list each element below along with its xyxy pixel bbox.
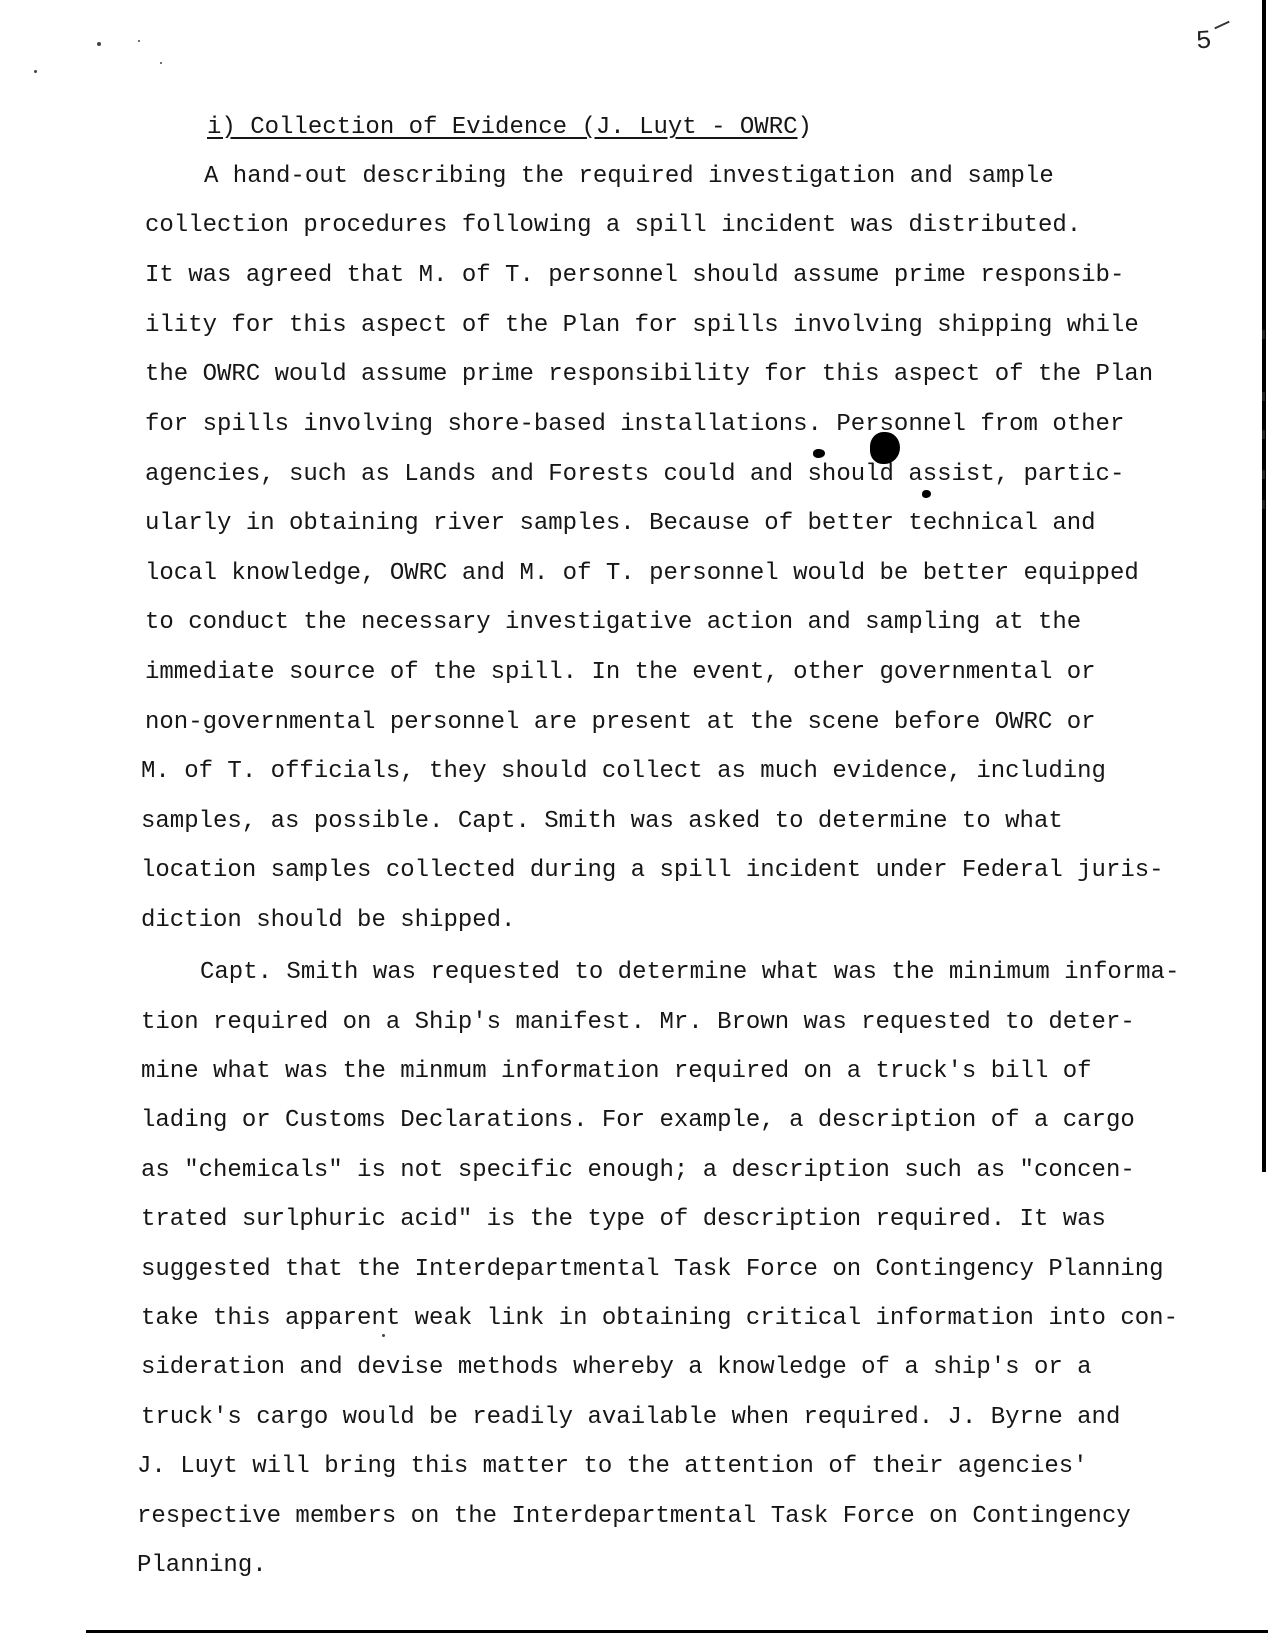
scan-edge-speck bbox=[1262, 470, 1265, 479]
text-line: ularly in obtaining river samples. Because of better technical and bbox=[145, 510, 1096, 537]
text-line: the OWRC would assume prime responsibility for this aspect of the Plan bbox=[145, 361, 1154, 388]
footer-rule bbox=[86, 1630, 1268, 1633]
scan-edge-speck bbox=[1262, 330, 1265, 339]
section-heading bbox=[207, 104, 812, 152]
scan-speck bbox=[97, 42, 101, 46]
text-line: Planning. bbox=[137, 1552, 267, 1579]
text-line: ility for this aspect of the Plan for spills involving shipping while bbox=[145, 312, 1139, 339]
text-line: collection procedures following a spill incident was distributed. bbox=[145, 212, 1082, 239]
text-line: suggested that the Interdepartmental Task Force on Contingency Planning bbox=[141, 1256, 1164, 1283]
text-line: non-governmental personnel are present at the scene before OWRC or bbox=[145, 709, 1096, 736]
text-line: M. of T. officials, they should collect as much evidence, including bbox=[141, 758, 1106, 785]
text-line: trated surlphuric acid" is the type of description required. It was bbox=[141, 1206, 1106, 1233]
text-line: mine what was the minmum information required on a truck's bill of bbox=[141, 1058, 1092, 1085]
scan-speck bbox=[160, 62, 162, 64]
scan-edge-speck bbox=[1262, 500, 1265, 509]
text-line: tion required on a Ship's manifest. Mr. Brown was requested to deter- bbox=[141, 1009, 1135, 1036]
text-line: sideration and devise methods whereby a knowledge of a ship's or a bbox=[141, 1354, 1092, 1381]
text-line: samples, as possible. Capt. Smith was asked to determine to what bbox=[141, 808, 1063, 835]
text-line: for spills involving shore-based installations. Personnel from other bbox=[145, 411, 1125, 438]
text-line: It was agreed that M. of T. personnel should assume prime responsib- bbox=[145, 262, 1125, 289]
text-line: Capt. Smith was requested to determine what was the minimum informa- bbox=[200, 959, 1180, 986]
text-line: take this apparent weak link in obtaining critical information into con- bbox=[141, 1305, 1178, 1332]
page-number: 5 bbox=[1194, 25, 1213, 57]
section-heading-close-paren: ) bbox=[797, 114, 812, 141]
text-line: respective members on the Interdepartmental Task Force on Contingency bbox=[137, 1503, 1131, 1530]
page-number-tick-mark bbox=[1214, 21, 1229, 30]
section-heading-text: i) Collection of Evidence (J. Luyt - OWRC bbox=[207, 114, 798, 141]
text-line: as "chemicals" is not specific enough; a description such as "concen- bbox=[141, 1157, 1135, 1184]
text-line: J. Luyt will bring this matter to the attention of their agencies' bbox=[137, 1453, 1088, 1480]
text-line: lading or Customs Declarations. For example, a description of a cargo bbox=[141, 1107, 1135, 1134]
scan-edge-speck bbox=[1262, 430, 1265, 439]
text-line: location samples collected during a spill incident under Federal juris- bbox=[141, 857, 1164, 884]
text-line: truck's cargo would be readily available when required. J. Byrne and bbox=[141, 1404, 1121, 1431]
text-line: immediate source of the spill. In the event, other governmental or bbox=[145, 659, 1096, 686]
scan-speck bbox=[138, 40, 140, 42]
text-line: to conduct the necessary investigative action and sampling at the bbox=[145, 609, 1082, 636]
scan-speck bbox=[34, 70, 37, 73]
text-line: local knowledge, OWRC and M. of T. personnel would be better equipped bbox=[145, 560, 1139, 587]
scan-edge-line bbox=[1262, 0, 1266, 1172]
text-line: A hand-out describing the required investigation and sample bbox=[204, 163, 1054, 190]
text-line: agencies, such as Lands and Forests could and should assist, partic- bbox=[145, 461, 1125, 488]
scan-edge-speck bbox=[1262, 392, 1265, 401]
text-line: diction should be shipped. bbox=[141, 907, 516, 934]
